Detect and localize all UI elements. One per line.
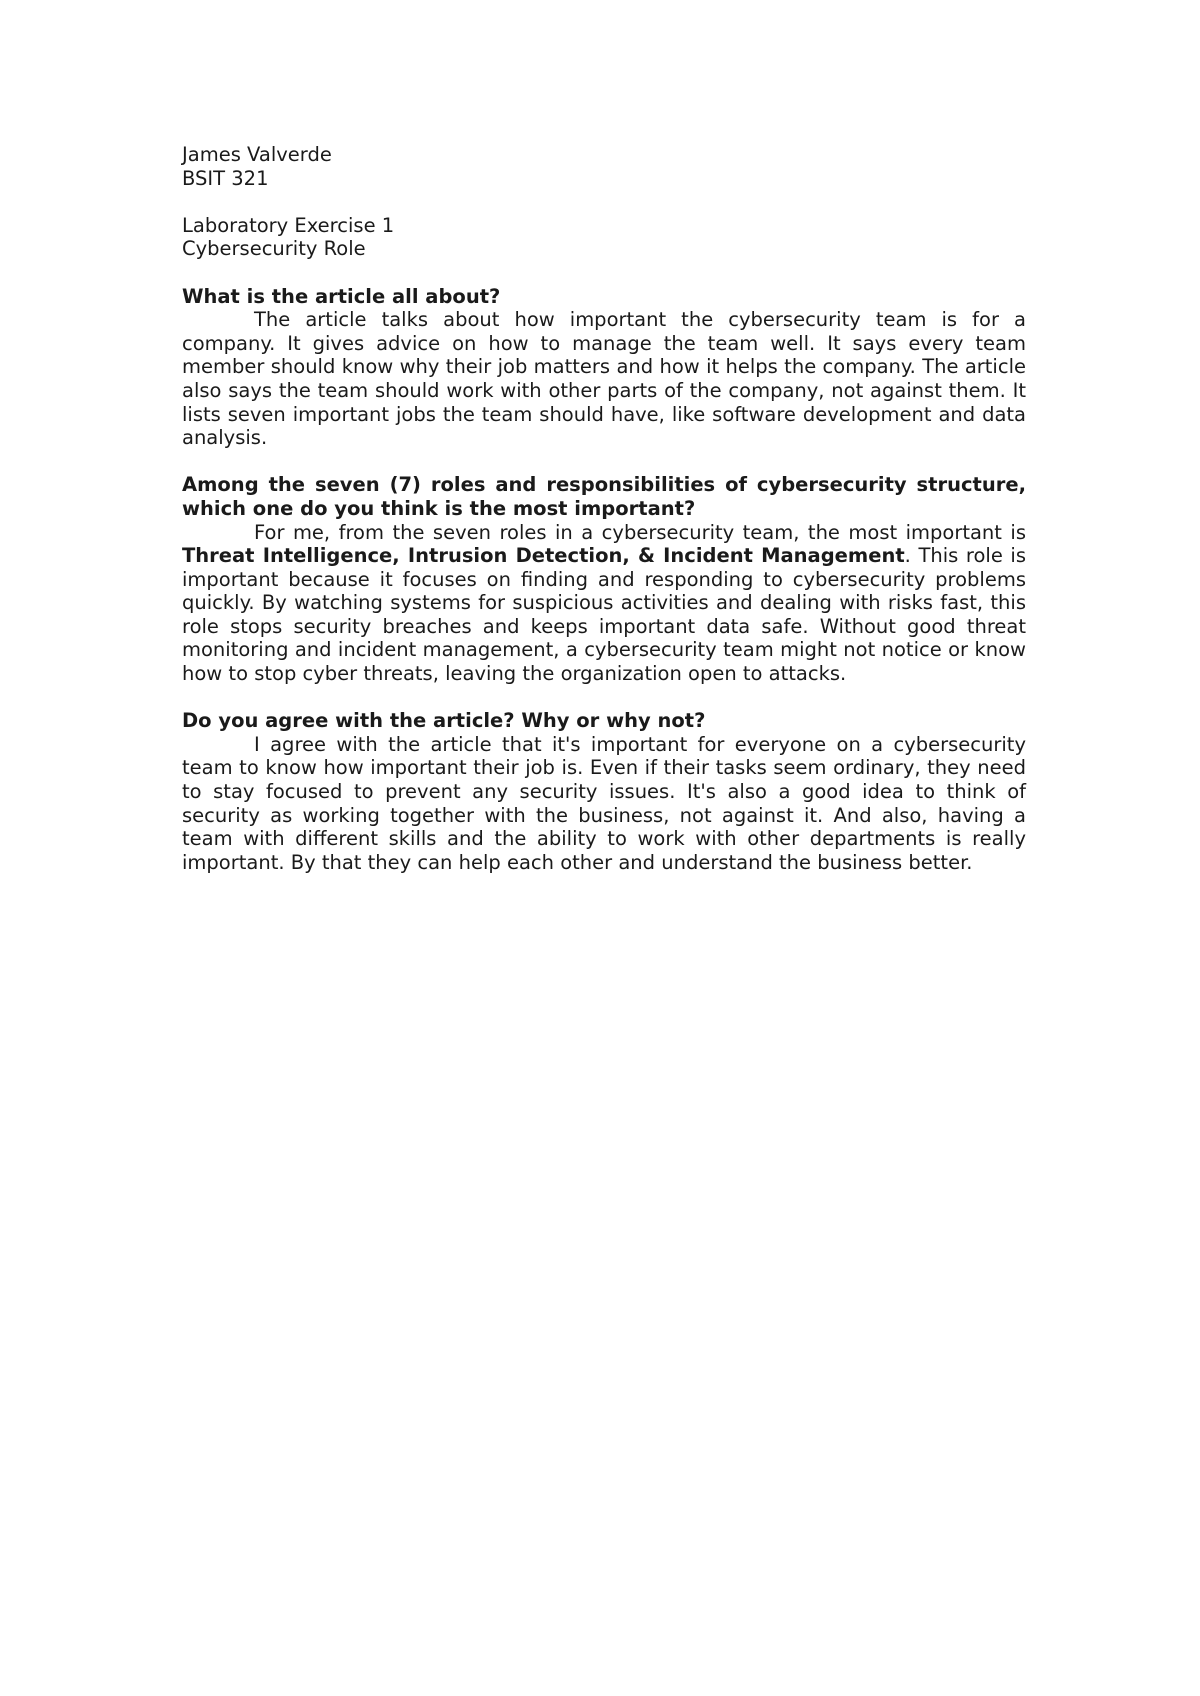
answer-2-rest: . This role is important because it focuses on finding and responding to cybersecurity problems quickly. By watching systems for suspicious activities and dealing with risks fast, this role stops security breaches and keeps important data safe. Without good threat monitoring and incident management, a cybersecurity team might not notice or know how to stop cyber threats, leaving the organization open to attacks. — [182, 544, 1026, 686]
document-page — [182, 143, 1026, 874]
spacer — [182, 686, 1026, 710]
question-1: What is the article all about? — [182, 284, 501, 308]
answer-3: I agree with the article that it's important for everyone on a cybersecurity team to know how important their job is. Even if their tasks seem ordinary, they need to stay focused to prevent any security issues. It's also a good idea to think of security as working together with the business, not against it. And also, having a team with different skills and the ability to work with other departments is really important. By that they can help each other and understand the business better. — [182, 732, 1026, 874]
answer-1: The article talks about how important the cybersecurity team is for a company. It gives advice on how to manage the team well. It says every team member should know why their job matters and how it helps the company. The article also says the team should work with other parts of the company, not against them. It lists seven important jobs the team should have, like software development and data analysis. — [182, 308, 1026, 450]
spacer — [182, 261, 1026, 285]
exercise-topic: Cybersecurity Role — [182, 237, 366, 261]
exercise-title: Laboratory Exercise 1 — [182, 213, 395, 237]
student-name: James Valverde — [182, 143, 332, 166]
question-3: Do you agree with the article? Why or why not? — [182, 709, 706, 733]
question-2: Among the seven (7) roles and responsibilities of cybersecurity structure, which one do you think is the most important? — [182, 473, 1026, 520]
answer-2-intro: For me, from the seven roles in a cybersecurity team, the most important is — [254, 520, 1026, 544]
spacer — [182, 190, 1026, 214]
answer-2-role-emphasis: Threat Intelligence, Intrusion Detection, & Incident Management — [182, 544, 905, 568]
answer-2 — [182, 521, 1026, 686]
spacer — [182, 450, 1026, 474]
course-section: BSIT 321 — [182, 166, 269, 190]
